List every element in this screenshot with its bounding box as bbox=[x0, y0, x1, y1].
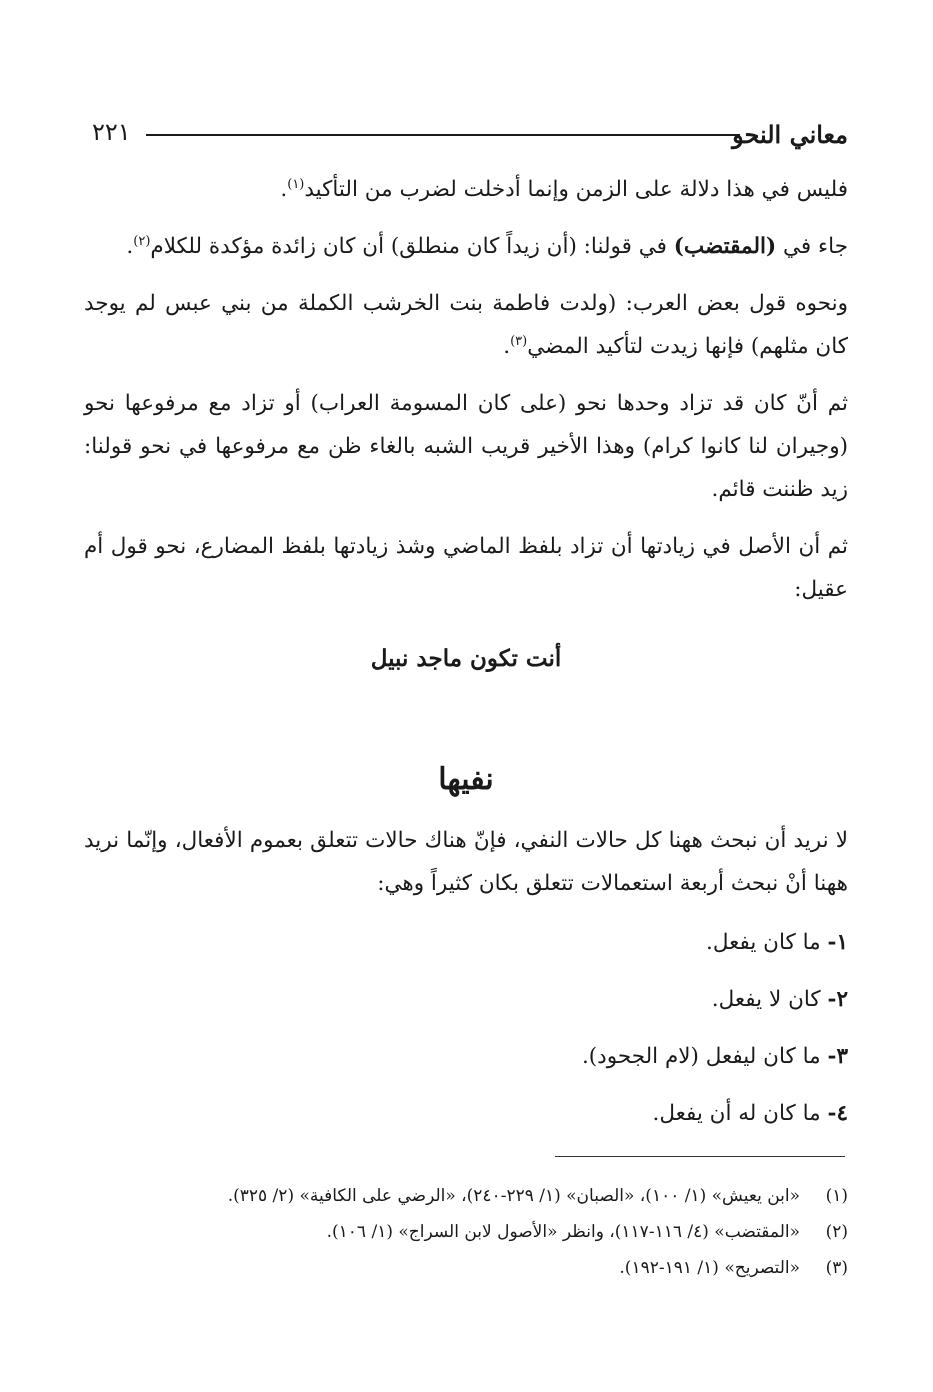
paragraph-2-end: . bbox=[126, 234, 134, 259]
header-rule bbox=[146, 134, 740, 136]
paragraph-2-book-name: (المقتضب) bbox=[673, 234, 777, 259]
footnote bbox=[140, 1178, 848, 1214]
list-item-number: ٢- bbox=[827, 987, 848, 1012]
paragraph-3 bbox=[84, 282, 848, 368]
list-item-number: ٤- bbox=[827, 1101, 848, 1126]
poetry-verse: أنت تكون ماجد نبيل bbox=[370, 645, 562, 672]
paragraph-2 bbox=[84, 225, 848, 268]
paragraph-2-start: جاء في bbox=[776, 234, 848, 259]
list-item-text: ما كان له أن يفعل. bbox=[652, 1101, 821, 1126]
list-item bbox=[84, 1092, 848, 1135]
paragraph-1 bbox=[84, 168, 848, 211]
paragraph-6: لا نريد أن نبحث ههنا كل حالات النفي، فإنّ هناك حالات تتعلق بعموم الأفعال، وإنّما نريد ههنا أنْ نبحث أربعة استعمالات تتعلق بكان كثيراً وهي: bbox=[84, 828, 848, 896]
footnote-number: (٣) bbox=[825, 1258, 848, 1278]
footnote-separator bbox=[555, 1156, 845, 1157]
footnote-text: «التصريح» (١/ ١٩١-١٩٢). bbox=[619, 1258, 800, 1278]
footnote bbox=[140, 1250, 848, 1286]
main-text bbox=[84, 168, 848, 1149]
paragraph-5: ثم أن الأصل في زيادتها أن تزاد بلفظ الماضي وشذ زيادتها بلفظ المضارع، نحو قول أم عقيل: bbox=[84, 534, 848, 602]
footnote-number: (١) bbox=[825, 1186, 848, 1206]
list-item-text: ما كان ليفعل (لام الجحود). bbox=[581, 1044, 821, 1069]
list-item-number: ٣- bbox=[827, 1044, 848, 1069]
footnote-ref-2: (٢) bbox=[133, 233, 151, 249]
list-item-text: ما كان يفعل. bbox=[705, 930, 821, 955]
footnote-number: (٢) bbox=[825, 1222, 848, 1242]
footnote-ref-3: (٣) bbox=[510, 333, 528, 349]
page-number: ٢٢١ bbox=[92, 118, 131, 146]
paragraph-1-text: فليس في هذا دلالة على الزمن وإنما أدخلت لضرب من التأكيد bbox=[304, 177, 848, 202]
running-title: معاني النحو bbox=[732, 120, 848, 149]
footnote-ref-1: (١) bbox=[287, 176, 305, 192]
list-item-number: ١- bbox=[827, 930, 848, 955]
footnote-text: «المقتضب» (٤/ ١١٦-١١٧)، وانظر «الأصول لابن السراج» (١/ ١٠٦). bbox=[326, 1222, 800, 1242]
list-item-text: كان لا يفعل. bbox=[711, 987, 821, 1012]
section-title: نفيها bbox=[438, 762, 494, 797]
usage-list bbox=[84, 921, 848, 1135]
list-item bbox=[84, 1035, 848, 1078]
footnote bbox=[140, 1214, 848, 1250]
footnotes bbox=[140, 1178, 848, 1286]
paragraph-1-end: . bbox=[280, 177, 288, 202]
paragraph-3-text: ونحوه قول بعض العرب: (ولدت فاطمة بنت الخرشب الكملة من بني عبس لم يوجد كان مثلهم) فإنها زيدت لتأكيد المضي bbox=[84, 291, 848, 359]
list-item bbox=[84, 921, 848, 964]
list-item bbox=[84, 978, 848, 1021]
paragraph-4: ثم أنّ كان قد تزاد وحدها نحو (على كان المسومة العراب) أو تزاد مع مرفوعها نحو (وجيران لنا كانوا كرام) وهذا الأخير قريب الشبه بالغاء ظن مع مرفوعها في نحو قولنا: زيد ظننت قائم. bbox=[84, 391, 848, 502]
paragraph-3-end: . bbox=[503, 334, 511, 359]
page-header bbox=[88, 112, 848, 152]
footnote-text: «ابن يعيش» (١/ ١٠٠)، «الصبان» (١/ ٢٢٩-٢٤٠)، «الرضي على الكافية» (٢/ ٣٢٥). bbox=[227, 1186, 800, 1206]
paragraph-2-rest: في قولنا: (أن زيداً كان منطلق) أن كان زائدة مؤكدة للكلام bbox=[150, 234, 674, 259]
